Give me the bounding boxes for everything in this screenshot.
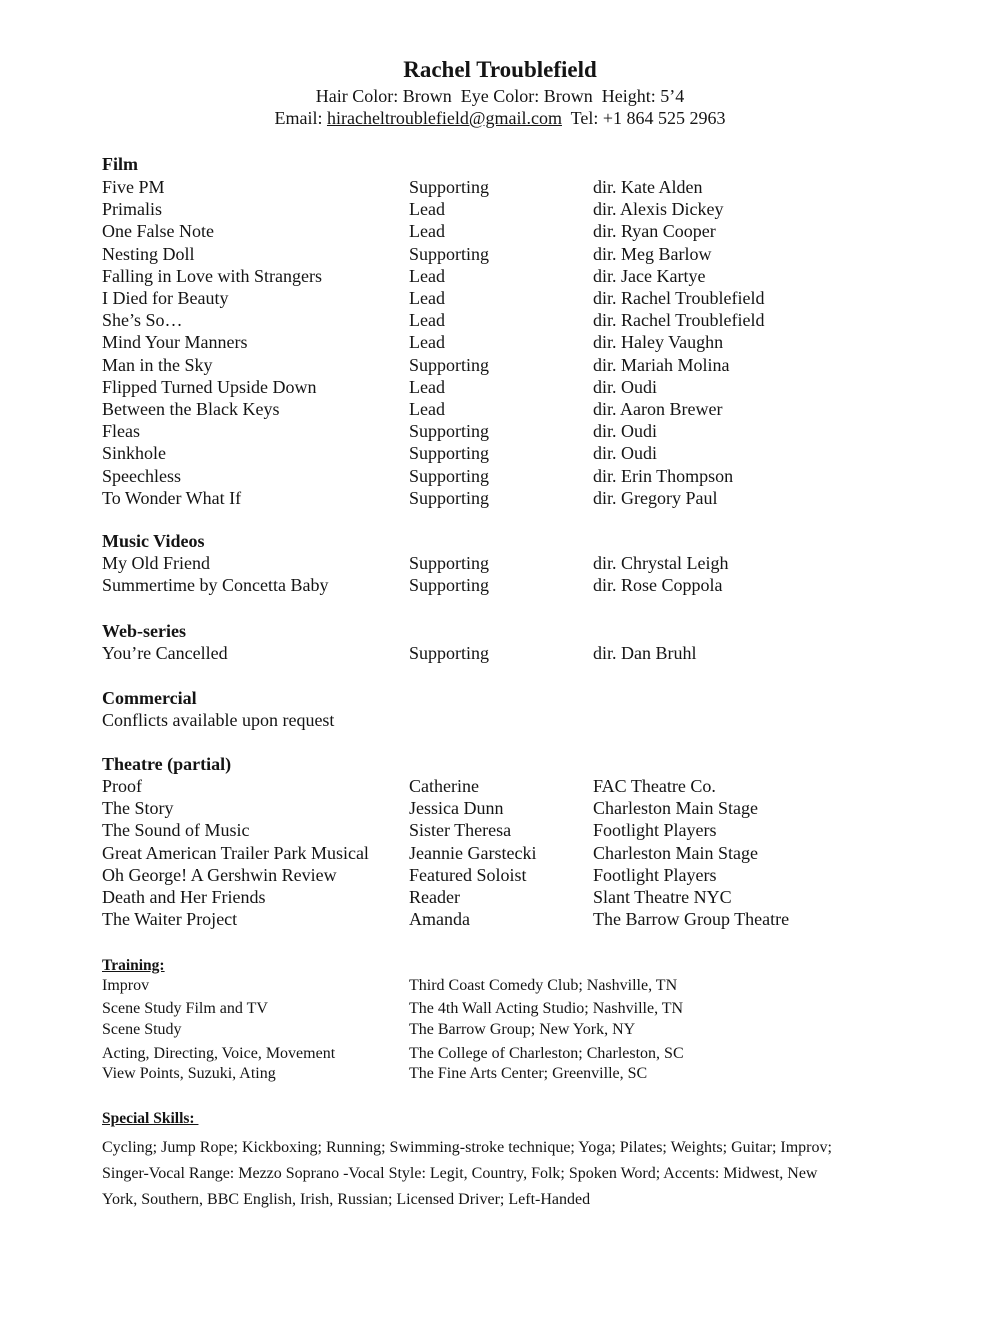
- director-or-venue: dir. Jace Kartye: [593, 265, 706, 286]
- role: Lead: [409, 265, 445, 286]
- physical-attributes: Hair Color: Brown Eye Color: Brown Height: 5’4: [315, 86, 685, 106]
- role: Jeannie Garstecki: [409, 842, 537, 863]
- role: Lead: [409, 399, 445, 419]
- project-title: Between the Black Keys: [102, 399, 280, 419]
- company: The Barrow Group Theatre: [593, 909, 790, 930]
- credit-row: [0, 265, 1000, 287]
- director-or-venue: dir. Oudi: [593, 443, 658, 464]
- project-title: Nesting Doll: [102, 243, 195, 264]
- resume-header: [0, 55, 1000, 129]
- production-title: Great American Trailer Park Musical: [102, 842, 369, 863]
- credit-row: [0, 574, 1000, 596]
- credit-row: [0, 198, 1000, 220]
- credit-row: [0, 487, 1000, 509]
- project-title: Fleas: [102, 421, 140, 442]
- production-title: Oh George! A Gershwin Review: [102, 864, 337, 885]
- skills-line: York, Southern, BBC English, Irish, Russian; Licensed Driver; Left-Handed: [102, 1191, 591, 1208]
- role: Catherine: [409, 776, 479, 796]
- role: Supporting: [409, 643, 490, 663]
- project-title: One False Note: [102, 221, 214, 242]
- director-or-venue: dir. Oudi: [593, 376, 658, 397]
- role: Sister Theresa: [409, 820, 512, 841]
- project-title: Speechless: [102, 465, 181, 486]
- credit-row: [0, 354, 1000, 376]
- email-prefix: Email:: [274, 108, 327, 128]
- contact-line: [0, 107, 1000, 129]
- special-skills-text: [102, 1135, 892, 1213]
- credit-row: [0, 908, 1000, 930]
- company: FAC Theatre Co.: [593, 776, 716, 796]
- skills-line: Cycling; Jump Rope; Kickboxing; Running; Swimming-stroke technique; Yoga; Pilates; Weights; Guitar; Improv;: [102, 1139, 832, 1156]
- director-or-venue: dir. Ryan Cooper: [593, 221, 716, 242]
- company: Charleston Main Stage: [593, 842, 758, 863]
- project-title: Falling in Love with Strangers: [102, 265, 322, 286]
- credit-row: [0, 331, 1000, 353]
- section-title-theatre: Theatre (partial): [102, 754, 232, 774]
- director-or-venue: dir. Alexis Dickey: [593, 199, 724, 220]
- production-title: Death and Her Friends: [102, 887, 266, 907]
- section-title-film: Film: [102, 154, 138, 174]
- project-title: Flipped Turned Upside Down: [102, 376, 317, 397]
- training-subject: Improv: [102, 977, 150, 994]
- project-title: Sinkhole: [102, 443, 167, 464]
- credit-row: [0, 287, 1000, 309]
- actor-name: Rachel Troublefield: [403, 57, 597, 82]
- director-or-venue: dir. Haley Vaughn: [593, 332, 724, 353]
- training-school: Third Coast Comedy Club; Nashville, TN: [409, 977, 678, 994]
- director-or-venue: dir. Dan Bruhl: [593, 643, 697, 663]
- project-title: You’re Cancelled: [102, 643, 228, 663]
- role: Jessica Dunn: [409, 798, 504, 819]
- credit-row: [0, 420, 1000, 442]
- director-or-venue: dir. Mariah Molina: [593, 354, 730, 375]
- director-or-venue: dir. Oudi: [593, 421, 658, 442]
- project-title: Primalis: [102, 199, 163, 220]
- project-title: Mind Your Manners: [102, 332, 248, 353]
- section-title-special-skills: Special Skills:: [102, 1110, 199, 1127]
- director-or-venue: dir. Kate Alden: [593, 177, 703, 197]
- training-school: The Barrow Group; New York, NY: [409, 1021, 636, 1038]
- production-title: The Waiter Project: [102, 909, 238, 930]
- credit-row: [0, 797, 1000, 819]
- director-or-venue: dir. Rachel Troublefield: [593, 288, 765, 308]
- credit-row: [0, 398, 1000, 420]
- training-subject: Scene Study Film and TV: [102, 1000, 268, 1017]
- section-title-commercial: Commercial: [102, 688, 197, 708]
- training-subject: Scene Study: [102, 1021, 182, 1038]
- production-title: Proof: [102, 776, 142, 796]
- email-link[interactable]: hiracheltroublefield@gmail.com: [326, 108, 562, 128]
- training-subject: View Points, Suzuki, Ating: [102, 1065, 276, 1082]
- role: Supporting: [409, 487, 490, 508]
- credit-row: [0, 775, 1000, 797]
- role: Lead: [409, 221, 445, 242]
- director-or-venue: dir. Rachel Troublefield: [593, 310, 765, 331]
- director-or-venue: dir. Meg Barlow: [593, 243, 712, 264]
- training-school: The College of Charleston; Charleston, SC: [409, 1045, 684, 1062]
- role: Reader: [409, 887, 460, 907]
- project-title: I Died for Beauty: [102, 288, 229, 308]
- company: Footlight Players: [593, 820, 717, 841]
- credit-row: [0, 642, 1000, 664]
- project-title: Man in the Sky: [102, 354, 213, 375]
- section-title-music-videos: Music Videos: [102, 531, 205, 551]
- role: Supporting: [409, 443, 490, 464]
- phone-number: Tel: +1 864 525 2963: [561, 108, 726, 128]
- role: Supporting: [409, 465, 490, 486]
- project-title: To Wonder What If: [102, 487, 242, 508]
- role: Featured Soloist: [409, 864, 527, 885]
- director-or-venue: dir. Gregory Paul: [593, 487, 718, 508]
- role: Supporting: [409, 575, 490, 596]
- training-subject: Acting, Directing, Voice, Movement: [102, 1045, 336, 1062]
- role: Lead: [409, 332, 445, 353]
- company: Footlight Players: [593, 864, 717, 885]
- credit-row: [0, 176, 1000, 198]
- project-title: My Old Friend: [102, 553, 210, 573]
- role: Supporting: [409, 553, 490, 573]
- role: Lead: [409, 199, 445, 220]
- company: Slant Theatre NYC: [593, 887, 732, 907]
- credit-row: [0, 243, 1000, 265]
- project-title: Summertime by Concetta Baby: [102, 575, 329, 596]
- credit-row: [0, 442, 1000, 464]
- production-title: The Sound of Music: [102, 820, 250, 841]
- credit-row: [0, 465, 1000, 487]
- credit-row: [0, 376, 1000, 398]
- credit-row: [0, 552, 1000, 574]
- role: Lead: [409, 376, 445, 397]
- director-or-venue: dir. Aaron Brewer: [593, 399, 723, 419]
- credit-row: [0, 309, 1000, 331]
- credit-row: [0, 220, 1000, 242]
- training-school: The Fine Arts Center; Greenville, SC: [409, 1065, 648, 1082]
- skills-line: Singer-Vocal Range: Mezzo Soprano -Vocal Style: Legit, Country, Folk; Spoken Word; Accents: Midwest, New: [102, 1165, 818, 1182]
- director-or-venue: dir. Erin Thompson: [593, 465, 734, 486]
- role: Amanda: [409, 909, 470, 930]
- project-title: Five PM: [102, 177, 165, 197]
- credit-row: [0, 819, 1000, 841]
- section-title-web-series: Web-series: [102, 621, 186, 641]
- role: Lead: [409, 310, 445, 331]
- production-title: The Story: [102, 798, 174, 819]
- commercial-note: Conflicts available upon request: [102, 710, 335, 730]
- role: Supporting: [409, 177, 490, 197]
- role: Supporting: [409, 354, 490, 375]
- role: Supporting: [409, 421, 490, 442]
- commercial-note-row: [0, 709, 1000, 731]
- company: Charleston Main Stage: [593, 798, 758, 819]
- credit-row: [0, 864, 1000, 886]
- director-or-venue: dir. Chrystal Leigh: [593, 553, 729, 573]
- role: Lead: [409, 288, 445, 308]
- section-title-training: Training:: [102, 957, 165, 974]
- credit-row: [0, 842, 1000, 864]
- training-school: The 4th Wall Acting Studio; Nashville, TN: [409, 1000, 684, 1017]
- role: Supporting: [409, 243, 490, 264]
- credit-row: [0, 886, 1000, 908]
- director-or-venue: dir. Rose Coppola: [593, 575, 723, 596]
- project-title: She’s So…: [102, 310, 183, 331]
